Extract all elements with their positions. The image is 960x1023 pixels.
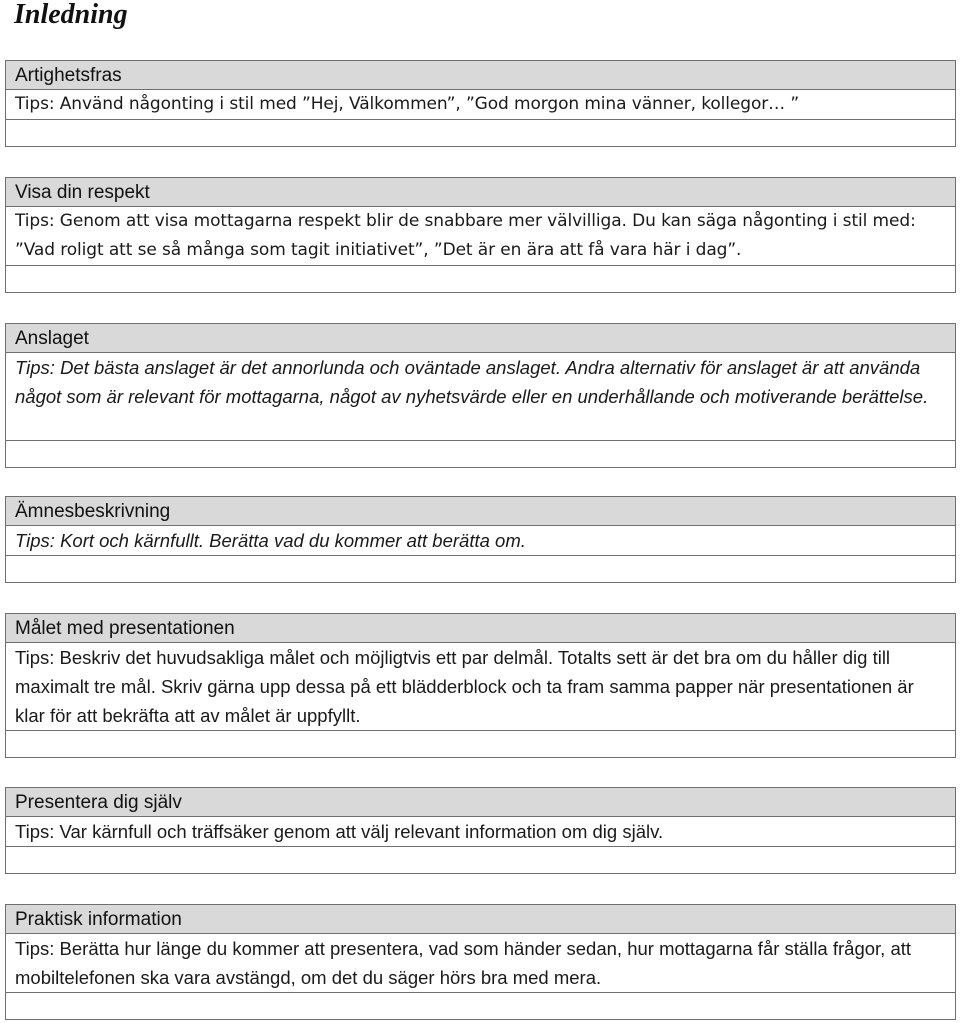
section-visa-din-respekt bbox=[5, 177, 956, 293]
section-heading: Ämnesbeskrivning bbox=[15, 501, 171, 522]
section-input-field[interactable] bbox=[5, 847, 956, 874]
section-amnesbeskrivning bbox=[5, 496, 956, 583]
section-tips: Tips: Genom att visa mottagarna respekt blir de snabbare mer välvilliga. Du kan säga någonting i stil med: ”Vad roligt att se så många som tagit initiativet”, ”Det är en ära att få vara här i dag”. bbox=[15, 211, 916, 260]
section-tips: Tips: Var kärnfull och träffsäker genom att välj relevant information om dig själv. bbox=[15, 821, 664, 842]
section-tips: Tips: Berätta hur länge du kommer att presentera, vad som händer sedan, hur mottagarna får ställa frågor, att mobiltelefonen ska vara avstängd, om det du säger hörs bra med mera. bbox=[15, 938, 912, 988]
section-heading: Presentera dig själv bbox=[15, 792, 182, 813]
section-heading: Visa din respekt bbox=[15, 182, 150, 203]
section-input-field[interactable] bbox=[5, 731, 956, 758]
section-tips: Tips: Beskriv det huvudsakliga målet och möjligtvis ett par delmål. Totalts sett är det bra om du håller dig till maximalt tre mål. Skriv gärna upp dessa på ett blädderblock och ta fram samma papper när presentationen är klar för att bekräfta att av målet är uppfyllt. bbox=[15, 647, 914, 726]
section-heading-bar bbox=[6, 178, 955, 207]
section-box bbox=[5, 904, 956, 993]
section-heading-bar bbox=[6, 497, 955, 526]
section-input-field[interactable] bbox=[5, 993, 956, 1020]
section-tips: Tips: Använd någonting i stil med ”Hej, Välkommen”, ”God morgon mina vänner, kollegor… ” bbox=[15, 94, 800, 114]
section-tips: Tips: Det bästa anslaget är det annorlunda och oväntade anslaget. Andra alternativ för anslaget är att använda något som är relevant för mottagarna, något av nyhetsvärde eller en underhållande och motiverande berättelse. bbox=[15, 357, 929, 407]
section-heading: Anslaget bbox=[15, 328, 89, 349]
section-input-field[interactable] bbox=[5, 120, 956, 147]
section-praktisk-information bbox=[5, 904, 956, 1020]
section-presentera-dig-sjalv bbox=[5, 787, 956, 874]
section-box bbox=[5, 787, 956, 847]
section-tips: Tips: Kort och kärnfullt. Berätta vad du kommer att berätta om. bbox=[15, 530, 526, 551]
page-title: Inledning bbox=[14, 0, 128, 30]
section-input-field[interactable] bbox=[5, 556, 956, 583]
section-box bbox=[5, 496, 956, 556]
section-input-field[interactable] bbox=[5, 441, 956, 468]
section-artighetsfras bbox=[5, 60, 956, 147]
section-box bbox=[5, 177, 956, 266]
section-heading: Målet med presentationen bbox=[15, 618, 235, 639]
section-heading-bar bbox=[6, 905, 955, 934]
section-malet-med-presentationen bbox=[5, 613, 956, 758]
section-box bbox=[5, 613, 956, 731]
section-heading-bar bbox=[6, 614, 955, 643]
section-box bbox=[5, 323, 956, 441]
section-input-field[interactable] bbox=[5, 266, 956, 293]
section-heading: Praktisk information bbox=[15, 909, 182, 930]
section-anslaget bbox=[5, 323, 956, 468]
section-heading: Artighetsfras bbox=[15, 65, 122, 86]
section-box bbox=[5, 60, 956, 120]
section-heading-bar bbox=[6, 788, 955, 817]
section-heading-bar bbox=[6, 61, 955, 90]
section-heading-bar bbox=[6, 324, 955, 353]
